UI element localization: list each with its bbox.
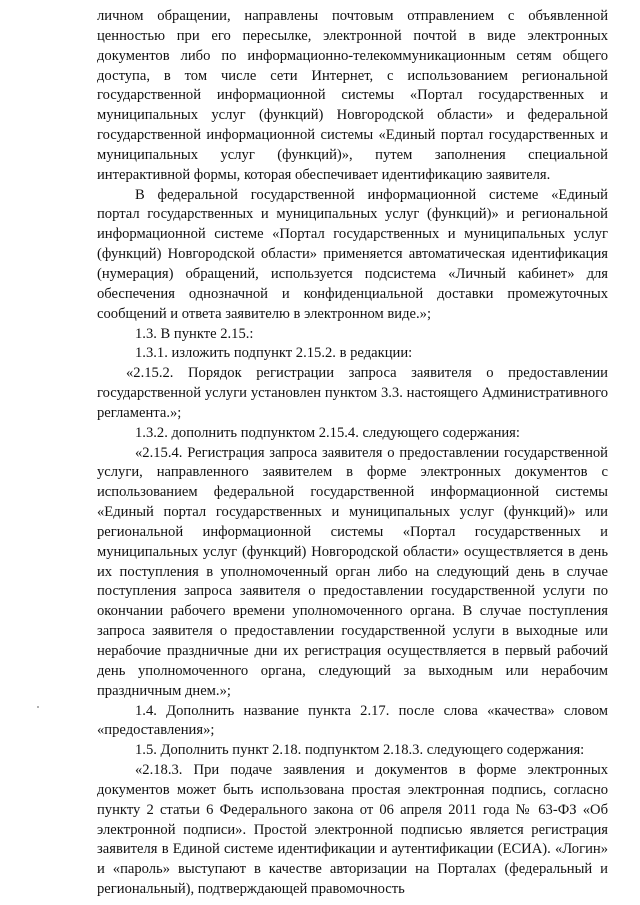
paragraph-continuation: личном обращении, направлены почтовым отправлением с объявленной ценностью при его пересылке, электронной почтой в виде электронных документов либо по информационно-телекоммуникационным сетям общего доступа, в том числе сети Интернет, с использованием региональной государственной информационной системы «Портал государственных и муниципальных услуг (функций) Новгородской области» и федеральной государственной информационной системы «Единый портал государственных и муниципальных услуг (функций)», путем заполнения специальной интерактивной формы, которая обеспечивает идентификацию заявителя. <box>97 8 608 183</box>
paragraph-item-1-5: 1.5. Дополнить пункт 2.18. подпунктом 2.18.3. следующего содержания: <box>135 742 585 759</box>
paragraph-item-2-15-4: «2.15.4. Регистрация запроса заявителя о предоставлении государственной услуги, направленного заявителем в форме электронных документов с использованием федеральной государственной информационной системы «Единый портал государственных и муниципальных услуг (функций)» или региональной информационной системы «Портал государственных и муниципальных услуг (функций) Новгородской области» осуществляется в день их поступления в уполномоченный орган либо на следующий день в случае поступления запроса заявителя о предоставлении государственной услуги по окончании рабочего времени уполномоченного органа. В случае поступления запроса заявителя о предоставлении государственной услуги в выходные или нерабочие праздничные дни их регистрация осуществляется в первый рабочий день уполномоченного органа, следующий за выходным или нерабочим праздничным днем.»; <box>97 444 608 699</box>
scan-speck <box>37 706 39 708</box>
paragraph-item-2-15-2: «2.15.2. Порядок регистрации запроса заявителя о предоставлении государственной услуги установлен пунктом 3.3. настоящего Административного регламента.»; <box>97 365 608 421</box>
document-body <box>97 7 608 900</box>
paragraph-item-1-3: 1.3. В пункте 2.15.: <box>135 325 254 342</box>
paragraph-item-2-18-3: «2.18.3. При подаче заявления и документов в форме электронных документов может быть использована простая электронная подпись, согласно пункту 2 статьи 6 Федерального закона от 06 апреля 2011 года № 63-ФЗ «Об электронной подписи». Простой электронной подписью является регистрация заявителя в Единой системе идентификации и аутентификации (ЕСИА). «Логин» и «пароль» выступают в качестве авторизации на Порталах (федеральный и региональный), подтверждающей правомочность <box>97 762 608 898</box>
paragraph-item-1-3-1: 1.3.1. изложить подпункт 2.15.2. в редакции: <box>135 345 413 362</box>
paragraph-item-1-4: 1.4. Дополнить название пункта 2.17. после слова «качества» словом «предоставления»; <box>97 702 608 739</box>
paragraph-item-1-3-2: 1.3.2. дополнить подпунктом 2.15.4. следующего содержания: <box>135 424 520 441</box>
paragraph-portal-identification: В федеральной государственной информационной системе «Единый портал государственных и муниципальных услуг (функций)» и региональной информационной системе «Портал государственных и муниципальных услуг (функций) Новгородской области» применяется автоматическая идентификация (нумерация) обращений, используется подсистема «Личный кабинет» для обеспечения однозначной и конфиденциальной доставки промежуточных сообщений и ответа заявителю в электронном виде.»; <box>97 186 608 322</box>
